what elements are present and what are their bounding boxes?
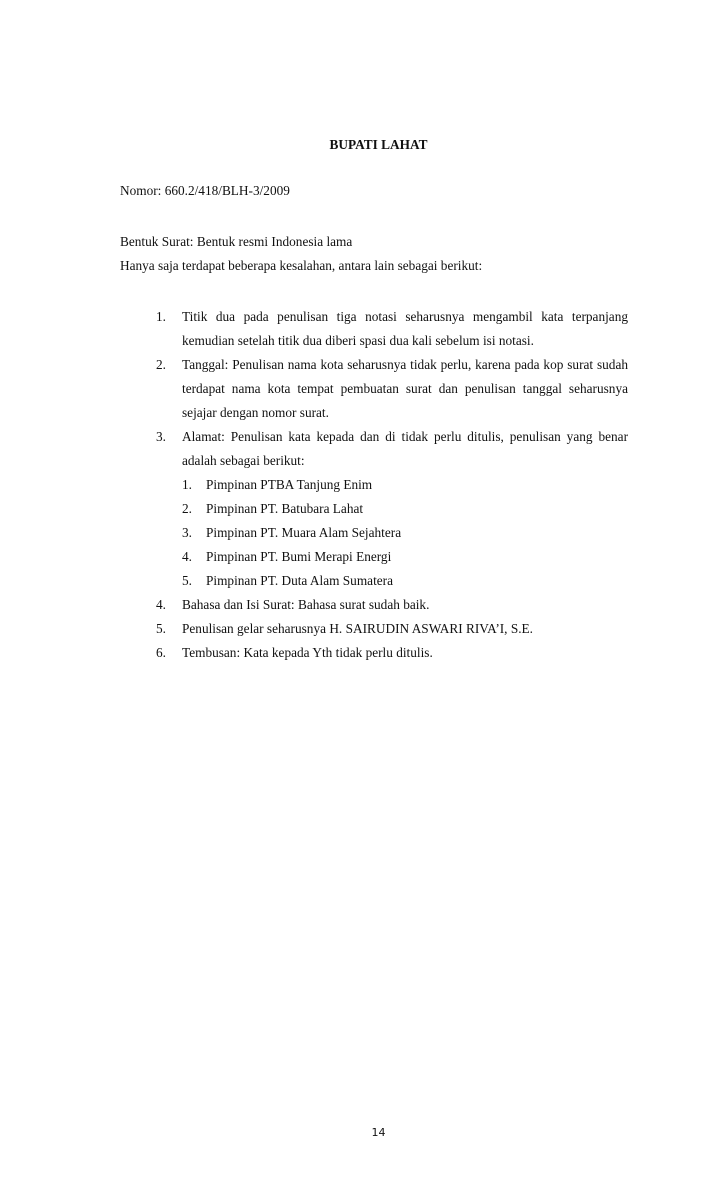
sublist-item	[182, 521, 628, 545]
sublist-item-text: Pimpinan PT. Muara Alam Sejahtera	[206, 525, 402, 540]
sublist-item-number: 5.	[182, 573, 192, 588]
list-item-text: Bahasa dan Isi Surat: Bahasa surat sudah baik.	[182, 597, 430, 612]
address-sublist	[182, 473, 628, 593]
list-item	[120, 425, 628, 593]
document-title: BUPATI LAHAT	[329, 137, 428, 152]
list-item-text: Penulisan gelar seharusnya H. SAIRUDIN ASWARI RIVA’I, S.E.	[182, 621, 533, 636]
list-item	[120, 641, 628, 665]
sublist-item	[182, 473, 628, 497]
sublist-item	[182, 497, 628, 521]
list-item-number: 4.	[156, 597, 166, 612]
list-item-text: Tanggal: Penulisan nama kota seharusnya tidak perlu, karena pada kop surat sudah terdapat nama kota tempat pembuatan surat dan penulisan tanggal seharusnya sejajar dengan nomor surat.	[182, 357, 628, 420]
list-item-number: 1.	[156, 309, 166, 324]
bentuk-surat-line: Bentuk Surat: Bentuk resmi Indonesia lama	[120, 234, 353, 249]
sublist-item-text: Pimpinan PT. Bumi Merapi Energi	[206, 549, 392, 564]
intro-line: Hanya saja terdapat beberapa kesalahan, antara lain sebagai berikut:	[120, 258, 483, 273]
list-item	[120, 305, 628, 353]
sublist-item-number: 4.	[182, 549, 192, 564]
list-item-text: Alamat: Penulisan kata kepada dan di tidak perlu ditulis, penulisan yang benar adalah sebagai berikut:	[182, 429, 628, 468]
correction-list	[120, 305, 628, 665]
list-item-number: 5.	[156, 621, 166, 636]
nomor-line: Nomor: 660.2/418/BLH-3/2009	[120, 183, 290, 198]
sublist-item	[182, 569, 628, 593]
list-item-text: Titik dua pada penulisan tiga notasi seharusnya mengambil kata terpanjang kemudian setelah titik dua diberi spasi dua kali sebelum isi notasi.	[182, 309, 628, 348]
page-number: 14	[371, 1126, 386, 1139]
list-item	[120, 593, 628, 617]
list-item-number: 6.	[156, 645, 166, 660]
list-item-number: 2.	[156, 357, 166, 372]
sublist-item-number: 2.	[182, 501, 192, 516]
list-item	[120, 617, 628, 641]
list-item-number: 3.	[156, 429, 166, 444]
sublist-item-text: Pimpinan PT. Batubara Lahat	[206, 501, 364, 516]
sublist-item-text: Pimpinan PT. Duta Alam Sumatera	[206, 573, 393, 588]
sublist-item-number: 1.	[182, 477, 192, 492]
sublist-item-text: Pimpinan PTBA Tanjung Enim	[206, 477, 373, 492]
list-item	[120, 353, 628, 425]
list-item-text: Tembusan: Kata kepada Yth tidak perlu ditulis.	[182, 645, 433, 660]
sublist-item	[182, 545, 628, 569]
sublist-item-number: 3.	[182, 525, 192, 540]
